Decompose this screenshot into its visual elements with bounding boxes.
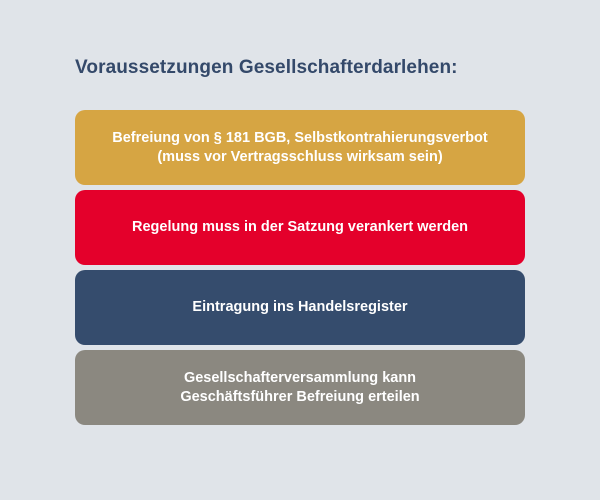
requirement-box-register bbox=[75, 270, 525, 345]
requirement-box-exemption-line-1: Befreiung von § 181 BGB, Selbstkontrahierungsverbot bbox=[112, 129, 488, 146]
requirement-box-exemption bbox=[75, 110, 525, 185]
requirement-box-shareholder-meeting-line-1: Gesellschafterversammlung kann bbox=[183, 369, 417, 386]
requirement-box-articles bbox=[75, 190, 525, 265]
requirement-box-shareholder-meeting-line-2: Geschäftsführer Befreiung erteilen bbox=[180, 388, 420, 405]
requirement-box-register-line-1: Eintragung ins Handelsregister bbox=[192, 299, 408, 315]
requirement-box-articles-line-1: Regelung muss in der Satzung verankert werden bbox=[132, 219, 468, 235]
requirement-box-exemption-line-2: (muss vor Vertragsschluss wirksam sein) bbox=[157, 148, 443, 165]
diagram-title: Voraussetzungen Gesellschafterdarlehen: bbox=[75, 57, 458, 78]
requirement-box-shareholder-meeting bbox=[75, 350, 525, 425]
